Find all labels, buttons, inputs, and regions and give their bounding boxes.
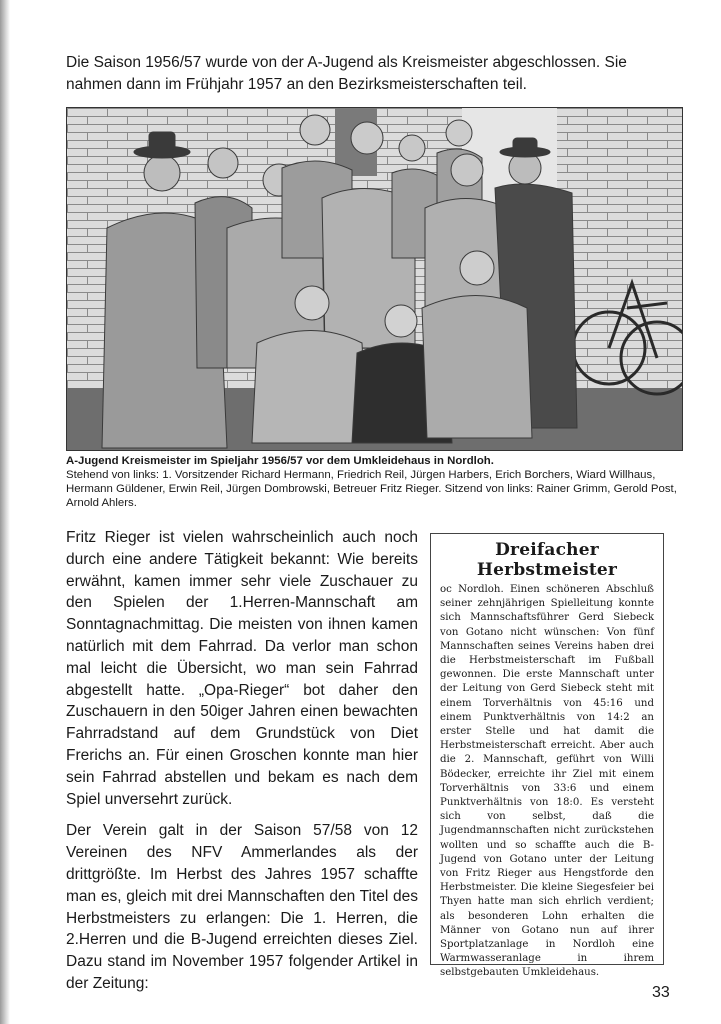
clipping-headline: Dreifacher Herbstmeister	[476, 540, 618, 580]
main-text-column	[66, 527, 418, 1005]
clipping-text: oc Nordloh. Einen schöneren Abschluß seiner zehnjährigen Spielleitung konnte sich Mannschaftsführer Gerd Siebeck von Gotano nicht wünschen: Von fünf Mannschaften seines Vereins haben drei die Herbstmeisterschaft im Fußball gewonnen. Die erste Mannschaft unter der Leitung von Gerd Siebeck steht mit einem Torverhältnis von 45:16 und einem Punktverhältnis von 14:2 an erster Stelle und hat damit die Herbstmeisterschaft erreicht. Aber auch die 2. Mannschaft, geführt von Willi Bödecker, erreichte ihr Ziel mit einem Torverhältnis von 33:6 und einem Punktverhältnis von 18:0. Es versteht sich von selbst, daß die Jugendmannschaften nicht zurückstehen wollten und so schaffte auch die B-Jugend von Gotano unter der Leitung von Fritz Rieger aus Hengstforde den Herbstmeister. Die kleine Siegesfeier bei Thyen hatte man sich ehrlich verdient; als besonderen Lohn erhalten die Männer von Gotano nun auf ihrer Sportplatzanlage in Nordloh eine Warmwasseranlage in ihrem selbstgebauten Umkleidehaus.	[440, 584, 654, 979]
book-spine-shadow	[0, 0, 10, 1024]
page-number: 33	[652, 984, 670, 1001]
caption-text: Stehend von links: 1. Vorsitzender Richard Hermann, Friedrich Reil, Jürgen Harbers, Erich Borchers, Wiard Willhaus, Hermann Güldener, Erwin Reil, Jürgen Dombrowski, Betreuer Fritz Rieger. Sitzend von links: Rainer Grimm, Gerold Post, Arnold Ahlers.	[66, 469, 677, 509]
caption-title: A-Jugend Kreismeister im Spieljahr 1956/57 vor dem Umkleidehaus in Nordloh.	[66, 455, 494, 467]
intro-paragraph: Die Saison 1956/57 wurde von der A-Jugend als Kreismeister abgeschlossen. Sie nahmen dann im Frühjahr 1957 an den Bezirksmeisterschaften teil.	[66, 54, 627, 93]
newspaper-clipping	[430, 533, 664, 979]
paragraph-season-57-58: Der Verein galt in der Saison 57/58 von 12 Vereinen des NFV Ammerlandes als der drittgrößte. Im Herbst des Jahres 1957 schaffte man es, gleich mit drei Mannschaften den Titel des Herbstmeisters zu erlangen: Die 1. Herren, die 2.Herren und die B-Jugend erreichten dieses Ziel. Dazu stand im November 1957 folgender Artikel in der Zeitung:	[66, 822, 418, 992]
paragraph-bicycle-stand: Fritz Rieger ist vielen wahrscheinlich auch noch durch eine andere Tätigkeit bekannt: Wie bereits erwähnt, kamen immer sehr viele Zuschauer zu den Spielen der 1.Herren-Mannschaft am Sonntagnachmittag. Die meisten von ihnen kamen natürlich mit dem Fahrrad. Da verlor man schon mal leicht die Übersicht, wo man sein Fahrrad abgestellt hatte. „Opa-Rieger“ bot daher den Zuschauern in den 50iger Jahren einen bewachten Fahrradstand auf dem Grundstück von Diet Frerichs an. Für einen Groschen konnte man hier sein Fahrrad abstellen und bekam es nach dem Spiel unversehrt zurück.	[66, 529, 418, 808]
photo-caption	[66, 454, 686, 510]
team-photo	[66, 107, 683, 451]
